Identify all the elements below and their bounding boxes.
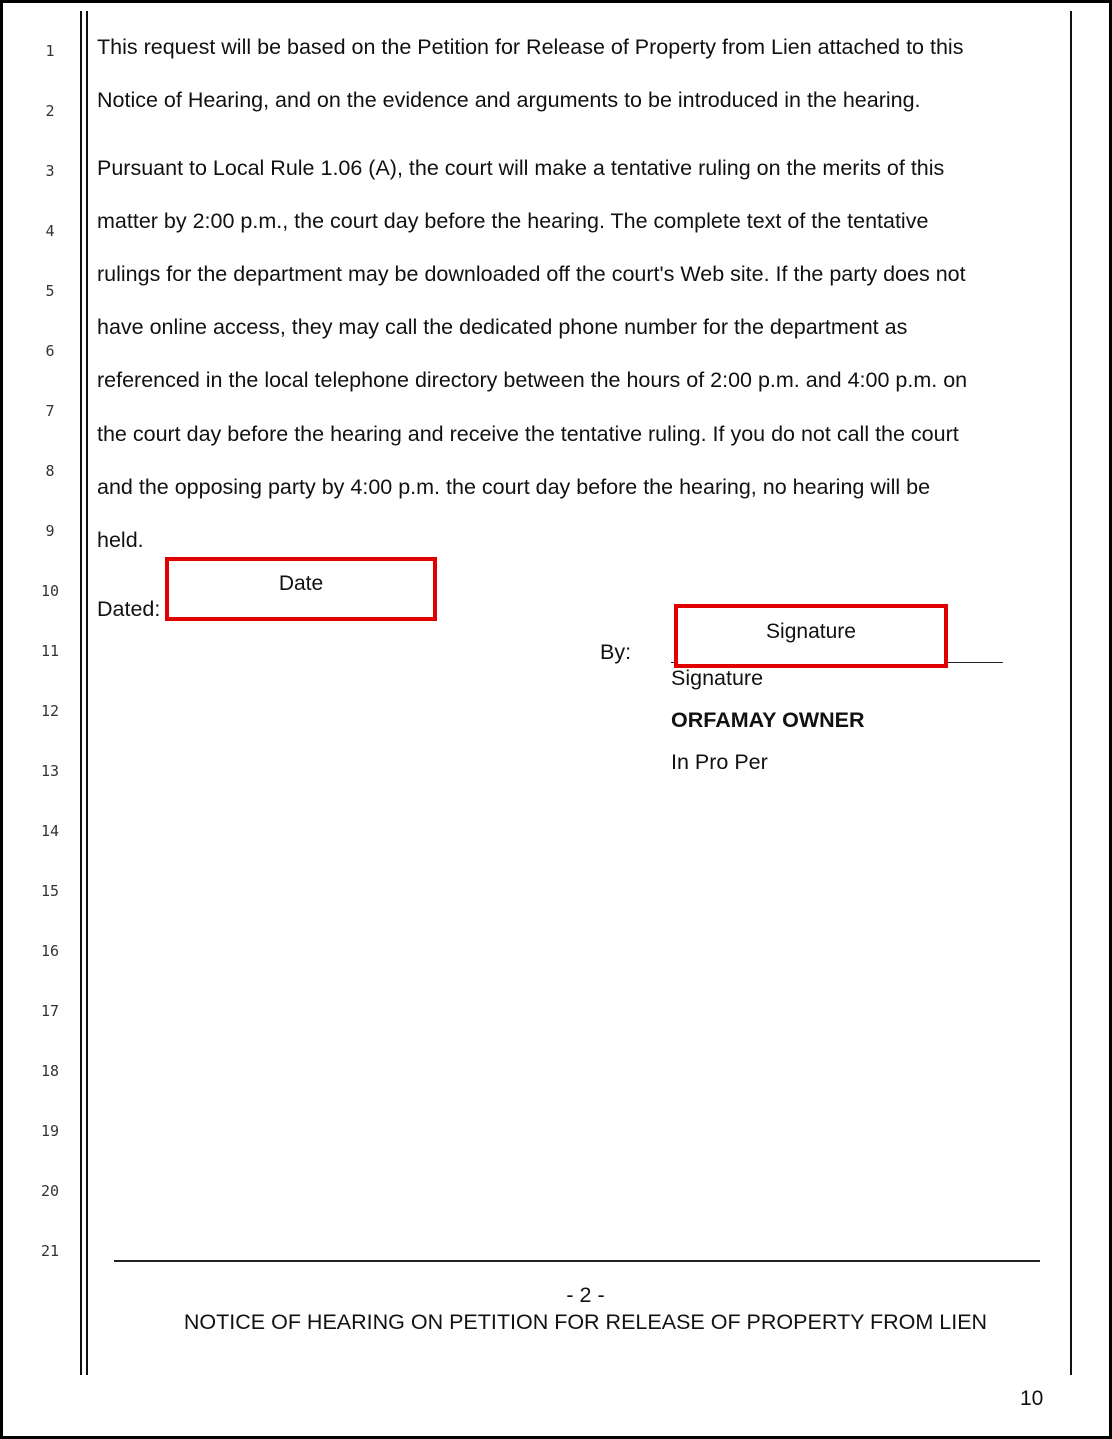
body-text-line: the court day before the hearing and receive the tentative ruling. If you do not call the court xyxy=(97,422,959,446)
dated-label: Dated: xyxy=(97,597,161,621)
line-number: 19 xyxy=(40,1122,60,1140)
body-text-line: Notice of Hearing, and on the evidence and arguments to be introduced in the hearing. xyxy=(97,88,921,112)
page-number: 10 xyxy=(1020,1387,1044,1410)
signature-caption: Signature xyxy=(671,666,764,690)
line-number: 9 xyxy=(45,522,55,540)
body-text-line: This request will be based on the Petition for Release of Property from Lien attached to this xyxy=(97,35,964,59)
line-number: 15 xyxy=(40,882,60,900)
by-label: By: xyxy=(600,640,632,664)
line-number: 18 xyxy=(40,1062,60,1080)
body-text-line: and the opposing party by 4:00 p.m. the court day before the hearing, no hearing will be xyxy=(97,475,931,499)
body-text-line: rulings for the department may be downloaded off the court's Web site. If the party does not xyxy=(97,262,966,286)
body-text-line: have online access, they may call the dedicated phone number for the department as xyxy=(97,315,908,339)
line-number: 2 xyxy=(45,102,55,120)
line-number: 14 xyxy=(40,822,60,840)
line-number: 6 xyxy=(45,342,55,360)
date-field[interactable] xyxy=(165,557,437,621)
line-number: 21 xyxy=(40,1242,60,1260)
footer-rule xyxy=(114,1260,1040,1262)
signer-role: In Pro Per xyxy=(671,750,768,774)
line-number: 16 xyxy=(40,942,60,960)
line-number: 7 xyxy=(45,402,55,420)
signer-name: ORFAMAY OWNER xyxy=(671,708,865,732)
line-number: 5 xyxy=(45,282,55,300)
line-number: 12 xyxy=(40,702,60,720)
margin-rule-left-inner xyxy=(86,11,88,1375)
line-number: 8 xyxy=(45,462,55,480)
line-number: 13 xyxy=(40,762,60,780)
signature-field[interactable] xyxy=(674,604,948,668)
line-number: 1 xyxy=(45,42,55,60)
body-text-line: matter by 2:00 p.m., the court day before the hearing. The complete text of the tentative xyxy=(97,209,929,233)
body-text-line: referenced in the local telephone directory between the hours of 2:00 p.m. and 4:00 p.m. on xyxy=(97,368,968,392)
line-number: 3 xyxy=(45,162,55,180)
line-number: 4 xyxy=(45,222,55,240)
footer-page-indicator: - 2 - xyxy=(566,1283,605,1307)
date-field-label: Date xyxy=(278,572,324,595)
margin-rule-left-outer xyxy=(80,11,82,1375)
line-number: 17 xyxy=(40,1002,60,1020)
line-number: 11 xyxy=(40,642,60,660)
signature-field-label: Signature xyxy=(766,620,856,643)
line-number: 20 xyxy=(40,1182,60,1200)
margin-rule-right xyxy=(1070,11,1072,1375)
footer-title: NOTICE OF HEARING ON PETITION FOR RELEASE OF PROPERTY FROM LIEN xyxy=(183,1310,988,1334)
body-text-line: Pursuant to Local Rule 1.06 (A), the court will make a tentative ruling on the merits of this xyxy=(97,156,945,180)
body-text-line: held. xyxy=(97,528,144,552)
line-number: 10 xyxy=(40,582,60,600)
